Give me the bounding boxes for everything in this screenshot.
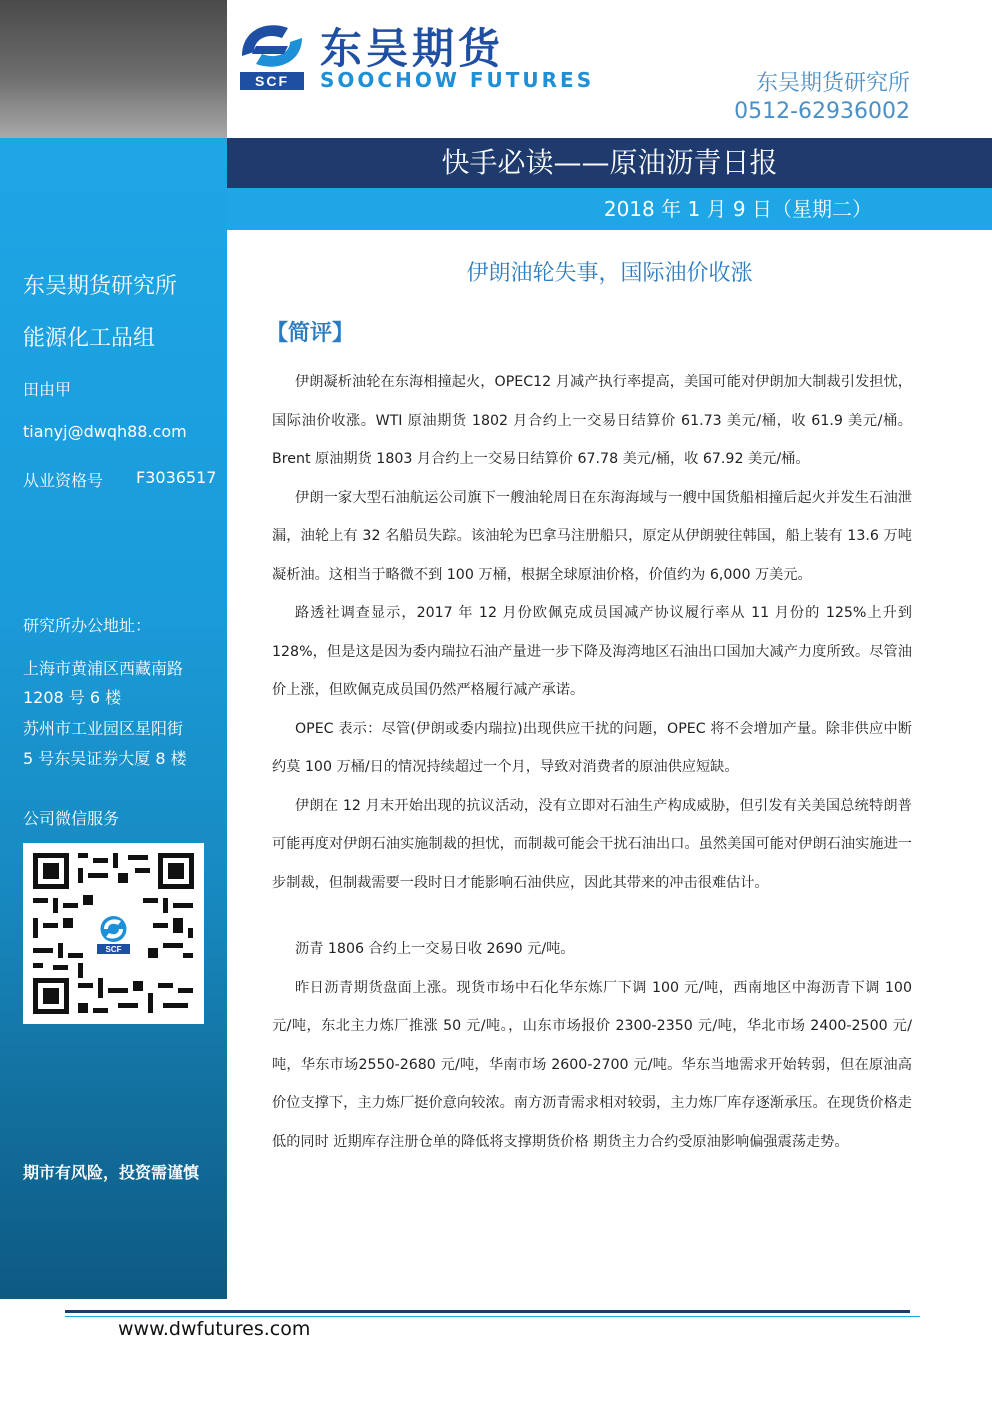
risk-warning: 期市有风险，投资需谨慎 bbox=[23, 1163, 200, 1182]
section-heading: 【简评】 bbox=[266, 321, 355, 346]
report-headline: 伊朗油轮失事，国际油价收涨 bbox=[466, 261, 753, 286]
oil-commentary bbox=[272, 363, 912, 902]
wechat-qr-code bbox=[23, 843, 204, 1024]
report-date-bar bbox=[227, 188, 992, 230]
footer-divider-thin bbox=[65, 1316, 920, 1317]
qr-code-icon bbox=[23, 843, 204, 1024]
scf-logo-icon bbox=[236, 16, 308, 92]
paragraph: OPEC 表示：尽管(伊朗或委内瑞拉)出现供应干扰的问题，OPEC 将不会增加产量。除非供应中断约莫 100 万桶/日的情况持续超过一个月，导致对消费者的原油供应短缺。 bbox=[272, 720, 912, 775]
sidebar-license-label: 从业资格号 bbox=[23, 471, 104, 490]
logo-name-en: SOOCHOW FUTURES bbox=[320, 68, 595, 92]
paragraph: 沥青 1806 合约上一交易日收 2690 元/吨。 bbox=[295, 941, 575, 957]
footer-website-link[interactable]: www.dwfutures.com bbox=[118, 1318, 311, 1340]
sidebar-analyst: 田由甲 bbox=[23, 380, 72, 399]
paragraph: 伊朗一家大型石油航运公司旗下一艘油轮周日在东海海域与一艘中国货船相撞后起火并发生石油泄漏，油轮上有 32 名船员失踪。该油轮为巴拿马注册船只，原定从伊朗驶往韩国，船上装有 13.6 万吨凝析油。这相当于略微不到 100 万桶，根据全球原油价格，价值约为 6,000 万美元。 bbox=[272, 489, 912, 583]
paragraph: 昨日沥青期货盘面上涨。现货市场中石化华东炼厂下调 100 元/吨，西南地区中海沥青下调 100 元/吨，东北主力炼厂推涨 50 元/吨。，山东市场报价 2300-2350 元/吨，华北市场 2400-2500 元/吨，华东市场2550-2680 元/吨，华南市场 2600-2700 元/吨。华东当地需求开始转弱，但在原油高价位支撑下，主力炼厂挺价意向较浓。南方沥青需求相对较弱，主力炼厂库存逐渐承压。在现货价格走低的同时 近期库存注册仓单的降低将支撑期货价格 期货主力合约受原油影响偏强震荡走势。 bbox=[272, 979, 912, 1150]
sidebar bbox=[0, 138, 227, 1299]
logo-abbr: SCF bbox=[255, 73, 289, 89]
sidebar-address-line: 1208 号 6 楼 bbox=[23, 688, 122, 707]
report-title: 快手必读——原油沥青日报 bbox=[227, 138, 992, 188]
footer-divider bbox=[65, 1310, 910, 1313]
sidebar-address-line: 5 号东吴证券大厦 8 楼 bbox=[23, 749, 187, 768]
logo-name-cn: 东吴期货 bbox=[320, 24, 505, 73]
sidebar-institute: 东吴期货研究所 bbox=[23, 274, 178, 299]
sidebar-license-no: F3036517 bbox=[136, 468, 217, 487]
sidebar-group: 能源化工品组 bbox=[23, 326, 156, 351]
header-phone: 0512-62936002 bbox=[734, 99, 910, 124]
sidebar-wechat-label: 公司微信服务 bbox=[23, 809, 120, 828]
paragraph: 路透社调查显示，2017 年 12 月份欧佩克成员国减产协议履行率从 11 月份的 125%上升到 128%，但是这是因为委内瑞拉石油产量进一步下降及海湾地区石油出口国加大减产力度所致。尽管油价上涨，但欧佩克成员国仍然严格履行减产承诺。 bbox=[272, 605, 912, 698]
sidebar-address-line: 苏州市工业园区星阳街 bbox=[23, 719, 184, 738]
header-gray-block bbox=[0, 0, 227, 138]
sidebar-email: tianyj@dwqh88.com bbox=[23, 422, 187, 441]
paragraph: 伊朗凝析油轮在东海相撞起火，OPEC12 月减产执行率提高，美国可能对伊朗加大制裁引发担忧，国际油价收涨。WTI 原油期货 1802 月合约上一交易日结算价 61.73 美元/桶，收 61.9 美元/桶。Brent 原油期货 1803 月合约上一交易日结算价 67.78 美元/桶，收 67.92 美元/桶。 bbox=[272, 374, 912, 467]
sidebar-address-line: 上海市黄浦区西藏南路 bbox=[23, 659, 184, 678]
report-date: 2018 年 1 月 9 日（星期二） bbox=[603, 197, 872, 221]
paragraph: 伊朗在 12 月末开始出现的抗议活动，没有立即对石油生产构成威胁，但引发有关美国总统特朗普可能再度对伊朗石油实施制裁的担忧，而制裁可能会干扰石油出口。虽然美国可能对伊朗石油实施进一步制裁，但制裁需要一段时日才能影响石油供应，因此其带来的冲击很难估计。 bbox=[272, 797, 912, 891]
company-logo bbox=[236, 14, 595, 94]
sidebar-address-label: 研究所办公地址： bbox=[23, 616, 152, 635]
asphalt-commentary bbox=[272, 930, 912, 1161]
header-institute: 东吴期货研究所 bbox=[755, 71, 910, 96]
svg-text:SCF: SCF bbox=[105, 945, 122, 954]
